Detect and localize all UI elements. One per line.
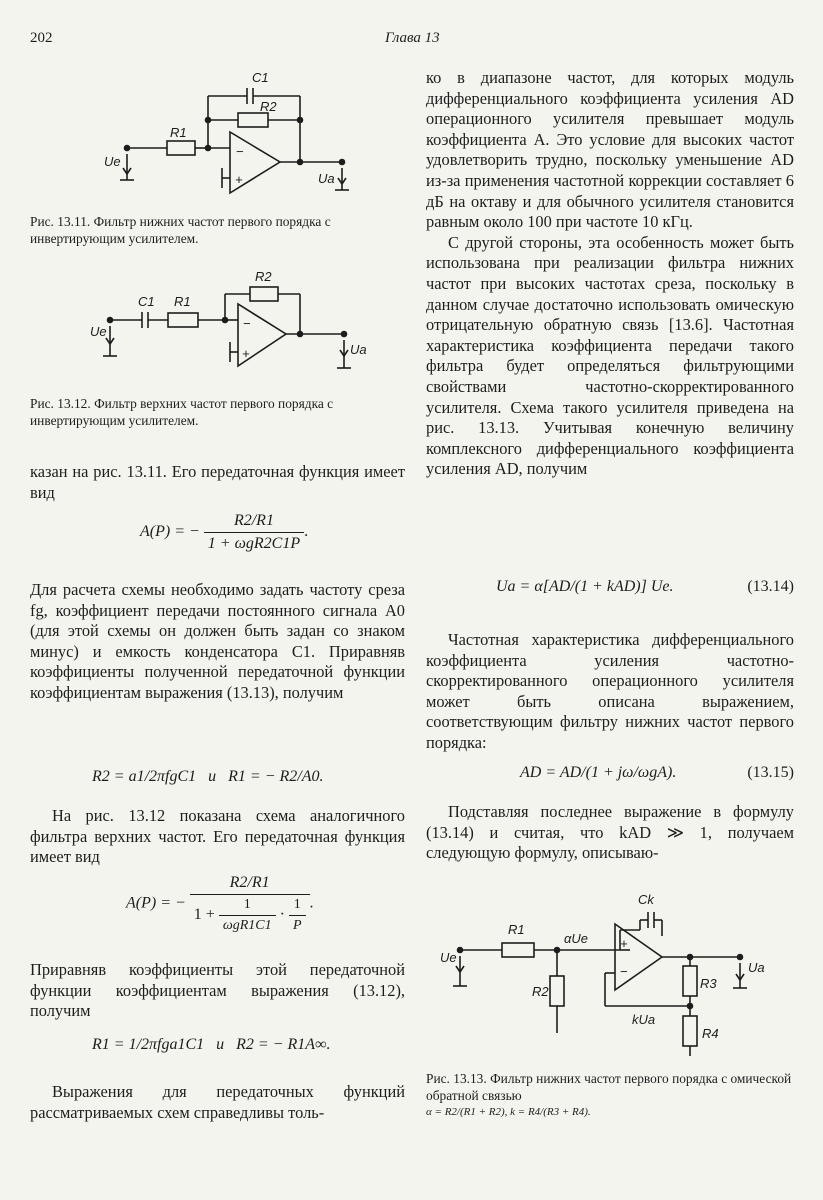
left-column bbox=[30, 462, 405, 503]
right-column-3 bbox=[426, 802, 794, 864]
label-plus: + bbox=[235, 172, 243, 187]
eq3-den-post: · bbox=[279, 906, 285, 924]
right-paragraph-1: ко в диапазоне частот, для которых модуль дифференциального коэффициента усиления AD операционного усилителя превышает модуль коэффициента A. Это условие для высоких частот удовлетворить трудно, поскольку уменьшение AD из-за применения частотной коррекции составляет 6 дБ на октаву и для обычного усилителя становится равным около 100 при частоте 10 кГц. bbox=[426, 68, 794, 232]
label-r2: R2 bbox=[532, 984, 549, 999]
caption-13-13-text: Рис. 13.13. Фильтр нижних частот первого порядка с омической обратной связью bbox=[426, 1071, 792, 1103]
label-ua: Ua bbox=[350, 342, 367, 357]
figure-13-11 bbox=[90, 68, 390, 198]
eq3-fraction bbox=[190, 874, 310, 934]
caption-13-13-note: α = R2/(R1 + R2), k = R4/(R3 + R4). bbox=[426, 1106, 591, 1118]
eq1-lhs: A(P) = − bbox=[140, 523, 200, 541]
label-ck: Ck bbox=[638, 892, 654, 907]
caption-13-12: Рис. 13.12. Фильтр верхних частот первого порядка с инвертирующим усилителем. bbox=[30, 396, 334, 428]
left-paragraph-1: казан на рис. 13.11. Его передаточная функция имеет вид bbox=[30, 462, 405, 502]
caption-13-13 bbox=[426, 1070, 794, 1121]
label-minus: − bbox=[620, 964, 628, 979]
label-r1: R1 bbox=[508, 922, 525, 937]
eq3-denominator bbox=[190, 895, 310, 934]
label-r1: R1 bbox=[170, 125, 187, 140]
left-column-2 bbox=[30, 580, 405, 704]
running-head: Глава 13 bbox=[385, 30, 440, 46]
eq3-p-num: 1 bbox=[289, 897, 306, 916]
figure-13-12 bbox=[90, 268, 390, 378]
eq3-numerator: R2/R1 bbox=[190, 874, 310, 895]
label-r2: R2 bbox=[260, 99, 277, 114]
left-column-3 bbox=[30, 806, 405, 868]
left-paragraph-2: Для расчета схемы необходимо задать частоту среза fg, коэффициент передачи постоянного сигнала A0 (для этой схемы он должен быть задан со знаком минус) и емкость конденсатора C1. Приравняв коэффициенты полученной передаточной функции коэффициентам выражения (13.13), получим bbox=[30, 580, 405, 702]
equation-5 bbox=[496, 578, 794, 596]
eq1-fraction bbox=[204, 512, 304, 553]
eq3-tail: . bbox=[309, 894, 314, 912]
label-ue: Ue bbox=[90, 324, 107, 339]
label-minus: − bbox=[243, 316, 251, 331]
eq1-numerator: R2/R1 bbox=[204, 512, 304, 533]
right-column-1 bbox=[426, 68, 794, 480]
label-r4: R4 bbox=[702, 1026, 719, 1041]
left-paragraph-4: Приравняв коэффициенты этой передаточной функции коэффициентам выражения (13.12), получим bbox=[30, 960, 405, 1021]
right-paragraph-4: Подставляя последнее выражение в формулу (13.14) и считая, что kAD ≫ 1, получаем следующую формулу, описываю- bbox=[426, 802, 794, 863]
eq1-denominator: 1 + ωgR2C1P bbox=[207, 535, 301, 552]
label-r2: R2 bbox=[255, 269, 272, 284]
eq5-number: (13.14) bbox=[747, 578, 794, 595]
label-c1: C1 bbox=[252, 70, 269, 85]
label-ua: Ua bbox=[318, 171, 335, 186]
page-number: 202 bbox=[30, 30, 53, 46]
left-paragraph-5: Выражения для передаточных функций рассматриваемых схем справедливы толь- bbox=[30, 1082, 405, 1122]
right-paragraph-2: С другой стороны, эта особенность может быть использована при реализации фильтра нижних частот при высоких частотах среза, поскольку в данном случае достаточно использовать омическую отрицательную обратную связь [13.6]. Частотная характеристика коэффициента передачи такого фильтра будет определяться фильтрующими свойствами частотно-скорректированного усилителя. Схема такого усилителя приведена на рис. 13.13. Учитывая конечную величину комплексного дифференциального коэффициента усиления AD, получим bbox=[426, 232, 794, 479]
equation-2: R2 = a1/2πfgC1 и R1 = − R2/A0. bbox=[92, 768, 324, 785]
label-plus: + bbox=[620, 936, 628, 951]
eq5-text: Ua = α[AD/(1 + kAD)] Ue. bbox=[496, 578, 674, 595]
caption-13-11: Рис. 13.11. Фильтр нижних частот первого порядка с инвертирующим усилителем. bbox=[30, 214, 331, 246]
eq3-den-pre: 1 + bbox=[193, 906, 215, 924]
label-r3: R3 bbox=[700, 976, 717, 991]
eq6-number: (13.15) bbox=[747, 764, 794, 781]
label-ua: Ua bbox=[748, 960, 765, 975]
label-c1: C1 bbox=[138, 294, 155, 309]
equation-4: R1 = 1/2πfga1C1 и R2 = − R1A∞. bbox=[92, 1036, 331, 1053]
left-column-4 bbox=[30, 960, 405, 1022]
label-kua: kUa bbox=[632, 1012, 656, 1027]
eq3-lhs: A(P) = − bbox=[126, 894, 186, 912]
eq3-p-fraction bbox=[289, 897, 306, 934]
label-plus: + bbox=[242, 346, 250, 361]
left-column-5 bbox=[30, 1082, 405, 1123]
label-ue: Ue bbox=[440, 950, 457, 965]
label-ue: Ue bbox=[104, 154, 121, 169]
right-paragraph-3: Частотная характеристика дифференциального коэффициента усиления частотно-скорректированного операционного усилителя может быть описана выражением, соответствующим фильтру нижних частот первого порядка: bbox=[426, 630, 794, 752]
equation-3 bbox=[126, 874, 314, 934]
figure-13-13 bbox=[440, 888, 800, 1063]
right-column-2 bbox=[426, 630, 794, 754]
eq1-tail: . bbox=[304, 523, 309, 541]
label-minus: − bbox=[236, 144, 244, 159]
equation-1 bbox=[140, 512, 308, 553]
eq3-p-den: P bbox=[292, 918, 302, 933]
left-paragraph-3: На рис. 13.12 показана схема аналогичного фильтра верхних частот. Его передаточная функция имеет вид bbox=[30, 806, 405, 867]
eq6-text: AD = AD/(1 + jω/ωgA). bbox=[520, 764, 677, 781]
eq3-inner-fraction bbox=[219, 897, 276, 934]
equation-6 bbox=[520, 764, 794, 782]
label-alpha-ue: αUe bbox=[564, 931, 589, 946]
eq3-inner-num: 1 bbox=[219, 897, 276, 916]
label-r1: R1 bbox=[174, 294, 191, 309]
eq3-inner-den: ωgR1C1 bbox=[222, 918, 272, 933]
